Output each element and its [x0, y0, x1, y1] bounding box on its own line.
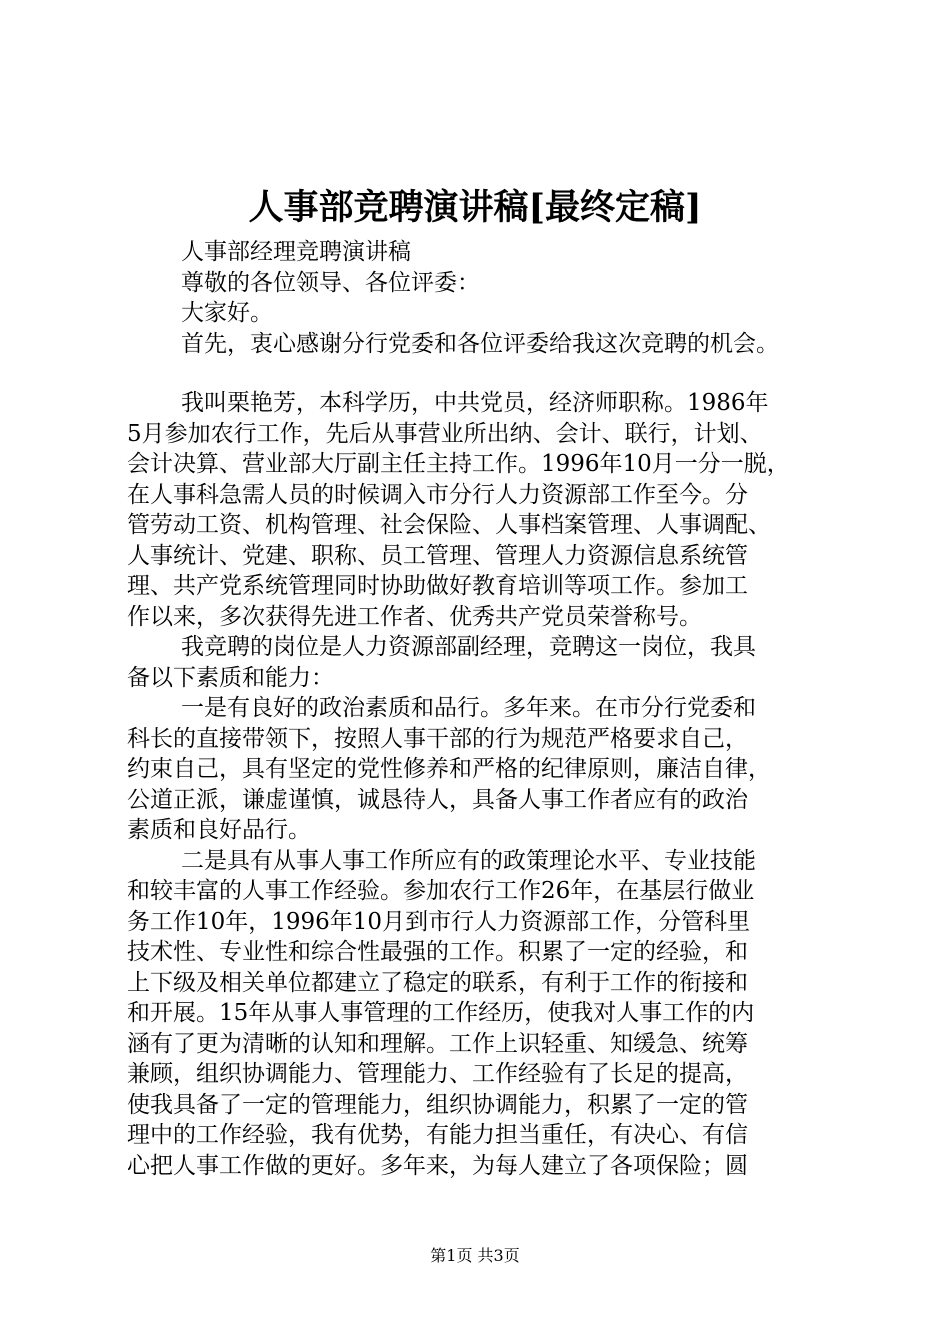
paragraph-line: 兼顾，组织协调能力、管理能力、工作经验有了长足的提高， — [127, 1061, 748, 1087]
paragraph-line: 科长的直接带领下，按照人事干部的行为规范严格要求自己， — [127, 725, 748, 752]
paragraph-line: 理中的工作经验，我有优势，有能力担当重任，有决心、有信 — [127, 1122, 748, 1148]
paragraph-line: 二是具有从事人事工作所应有的政策理论水平、专业技能 — [181, 847, 756, 874]
paragraph-line: 一是有良好的政治素质和品行。多年来。在市分行党委和 — [181, 695, 756, 721]
paragraph-line: 理、共产党系统管理同时协助做好教育培训等项工作。参加工 — [127, 573, 748, 599]
paragraph-line: 我叫栗艳芳，本科学历，中共党员，经济师职称。1986年 — [181, 390, 769, 416]
paragraph-line: 人事统计、党建、职称、员工管理、管理人力资源信息系统管 — [127, 542, 748, 569]
document-title: 人事部竞聘演讲稿[最终定稿] — [248, 187, 702, 228]
paragraph-line: 作以来，多次获得先进工作者、优秀共产党员荣誉称号。 — [127, 603, 702, 630]
paragraph-line: 公道正派，谦虚谨慎，诚恳待人，具备人事工作者应有的政治 — [127, 786, 748, 813]
paragraph-line: 心把人事工作做的更好。多年来，为每人建立了各项保险；圆 — [127, 1152, 748, 1179]
greeting-line: 大家好。 — [181, 300, 273, 326]
document-body — [127, 237, 867, 1181]
paragraph-line: 首先，衷心感谢分行党委和各位评委给我这次竞聘的机会。 — [181, 330, 779, 357]
paragraph-line: 上下级及相关单位都建立了稳定的联系，有利于工作的衔接和 — [127, 969, 748, 996]
paragraph-line: 约束自己，具有坚定的党性修养和严格的纪律原则，廉洁自律， — [127, 756, 771, 782]
paragraph-line: 技术性、专业性和综合性最强的工作。积累了一定的经验，和 — [127, 939, 748, 965]
paragraph-line: 管劳动工资、机构管理、社会保险、人事档案管理、人事调配、 — [127, 512, 771, 538]
paragraph-line: 5月参加农行工作，先后从事营业所出纳、会计、联行，计划、 — [127, 420, 763, 447]
salutation-line: 尊敬的各位领导、各位评委： — [181, 269, 480, 296]
paragraph-line: 务工作10年，1996年10月到市行人力资源部工作，分管科里 — [127, 908, 751, 935]
paragraph-line: 在人事科急需人员的时候调入市分行人力资源部工作至今。分 — [127, 481, 748, 508]
paragraph-line: 会计决算、营业部大厅副主任主持工作。1996年10月一分一脱， — [127, 451, 790, 477]
paragraph-line: 我竞聘的岗位是人力资源部副经理，竞聘这一岗位，我具 — [181, 634, 756, 660]
paragraph-line: 和较丰富的人事工作经验。参加农行工作26年，在基层行做业 — [127, 878, 755, 904]
page-footer: 第1页 共3页 — [430, 1246, 520, 1265]
paragraph-line: 使我具备了一定的管理能力，组织协调能力，积累了一定的管 — [127, 1091, 748, 1118]
paragraph-spacer — [127, 359, 867, 388]
subtitle-line: 人事部经理竞聘演讲稿 — [181, 239, 411, 265]
paragraph-line: 涵有了更为清晰的认知和理解。工作上识轻重、知缓急、统筹 — [127, 1030, 748, 1057]
paragraph-line: 和开展。15年从事人事管理的工作经历，使我对人事工作的内 — [127, 1000, 755, 1026]
paragraph-line: 素质和良好品行。 — [127, 817, 311, 843]
paragraph-line: 备以下素质和能力： — [127, 664, 334, 691]
